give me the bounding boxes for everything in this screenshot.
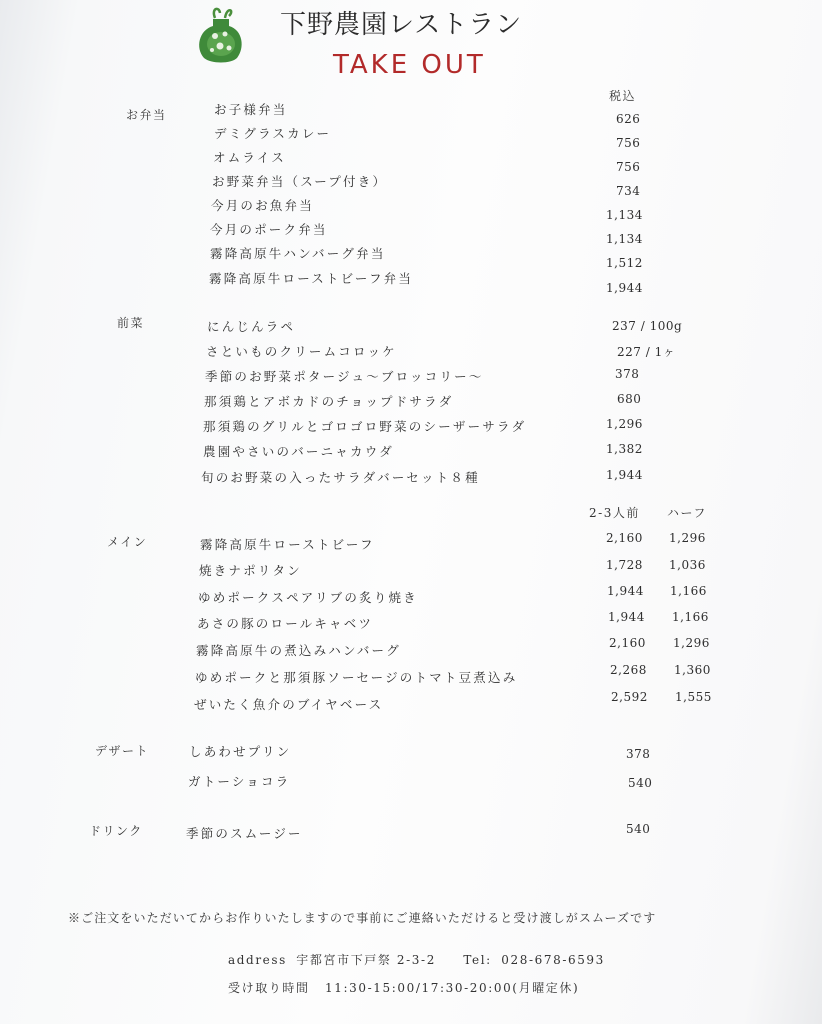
menu-item-price: 378: [615, 367, 640, 381]
menu-item-price: 626: [616, 112, 641, 126]
pickup-hours-line: [228, 979, 579, 996]
menu-item-name: ガトーショコラ: [188, 774, 291, 789]
menu-item-price: 2,592: [611, 690, 648, 704]
menu-item-price: 1,134: [606, 232, 643, 246]
section-dessert: デザート: [95, 744, 150, 758]
section-bento: お弁当: [126, 108, 167, 122]
menu-item-half-price: 1,166: [672, 610, 709, 624]
menu-item-price: 540: [626, 822, 651, 836]
menu-item-price: 540: [628, 776, 653, 790]
menu-item-name: 季節のスムージー: [186, 826, 303, 841]
menu-item-price: 1,512: [606, 256, 643, 270]
menu-item-name: 霧降高原牛ローストビーフ弁当: [209, 271, 414, 286]
menu-item-price: 378: [626, 747, 651, 761]
menu-item-price: 1,296: [606, 417, 643, 431]
menu-item-price: 1,728: [606, 558, 643, 572]
menu-item-price: 680: [617, 392, 642, 406]
address-label: address: [228, 953, 287, 967]
menu-item-price: 227 / 1ヶ: [617, 345, 676, 359]
menu-item-price: 2,160: [606, 531, 643, 545]
menu-item-name: お野菜弁当（スープ付き）: [212, 174, 388, 189]
section-main: メイン: [107, 535, 148, 549]
menu-item-name: お子様弁当: [214, 102, 288, 117]
menu-item-name: 焼きナポリタン: [199, 563, 302, 578]
menu-item-price: 1,944: [606, 468, 643, 482]
column-header-full: 2-3人前: [589, 506, 640, 520]
hours-label: 受け取り時間: [228, 981, 310, 995]
menu-item-name: 霧降高原牛ローストビーフ: [200, 537, 375, 552]
menu-item-price: 756: [616, 160, 641, 174]
menu-item-half-price: 1,360: [674, 663, 711, 677]
menu-item-name: 霧降高原牛の煮込みハンバーグ: [196, 643, 401, 658]
menu-item-name: 那須鶏とアボカドのチョップドサラダ: [204, 394, 454, 409]
menu-item-price: 2,268: [610, 663, 647, 677]
menu-item-price: 1,134: [606, 208, 643, 222]
menu-item-price: 1,944: [607, 584, 644, 598]
order-note: ※ご注文をいただいてからお作りいたしますので事前にご連絡いただけると受け渡しがスムーズです: [68, 911, 657, 925]
menu-item-half-price: 1,296: [669, 531, 706, 545]
menu-item-price: 1,944: [606, 281, 643, 295]
menu-item-half-price: 1,166: [670, 584, 707, 598]
menu-item-name: ゆめポークスペアリブの炙り焼き: [198, 590, 418, 605]
menu-item-name: ぜいたく魚介のブイヤベース: [194, 697, 384, 712]
menu-item-name: ゆめポークと那須豚ソーセージのトマト豆煮込み: [195, 670, 518, 685]
menu-item-price: 1,944: [608, 610, 645, 624]
menu-item-half-price: 1,296: [673, 636, 710, 650]
menu-item-price: 1,382: [606, 442, 643, 456]
menu-item-half-price: 1,555: [675, 690, 712, 704]
tax-included-label: 税込: [609, 89, 637, 103]
section-appetizer: 前菜: [117, 316, 145, 330]
menu-item-name: にんじんラペ: [207, 319, 296, 334]
menu-item-name: あさの豚のロールキャベツ: [197, 616, 374, 631]
menu-item-name: さといものクリームコロッケ: [206, 344, 397, 359]
restaurant-logo: [193, 4, 249, 64]
hours-value: 11:30-15:00/17:30-20:00(月曜定休): [325, 981, 580, 995]
menu-item-price: 2,160: [609, 636, 646, 650]
menu-item-name: しあわせプリン: [189, 744, 292, 759]
restaurant-name: 下野農園レストラン: [280, 10, 523, 40]
tel-label: Tel:: [463, 953, 492, 967]
menu-item-name: オムライス: [213, 150, 287, 165]
menu-item-half-price: 1,036: [669, 558, 706, 572]
menu-item-name: 農園やさいのバーニャカウダ: [203, 444, 394, 459]
address-value: 宇都宮市下戸祭 2-3-2: [296, 953, 436, 967]
menu-item-name: 那須鶏のグリルとゴロゴロ野菜のシーザーサラダ: [203, 419, 527, 434]
menu-item-price: 756: [616, 136, 641, 150]
column-header-half: ハーフ: [667, 506, 707, 520]
menu-item-name: 霧降高原牛ハンバーグ弁当: [210, 246, 386, 261]
address-line: [228, 951, 605, 968]
menu-item-name: 旬のお野菜の入ったサラダバーセット８種: [201, 470, 480, 485]
menu-item-name: デミグラスカレー: [214, 126, 332, 141]
menu-item-price: 734: [616, 184, 641, 198]
section-drink: ドリンク: [89, 824, 143, 838]
takeout-title: TAKE OUT: [333, 50, 486, 80]
menu-item-name: 今月のお魚弁当: [211, 198, 314, 213]
menu-item-price: 237 / 100g: [612, 319, 683, 333]
tel-value: 028-678-6593: [501, 953, 605, 967]
menu-item-name: 今月のポーク弁当: [210, 222, 328, 237]
menu-item-name: 季節のお野菜ポタージュ～ブロッコリー～: [205, 369, 484, 384]
